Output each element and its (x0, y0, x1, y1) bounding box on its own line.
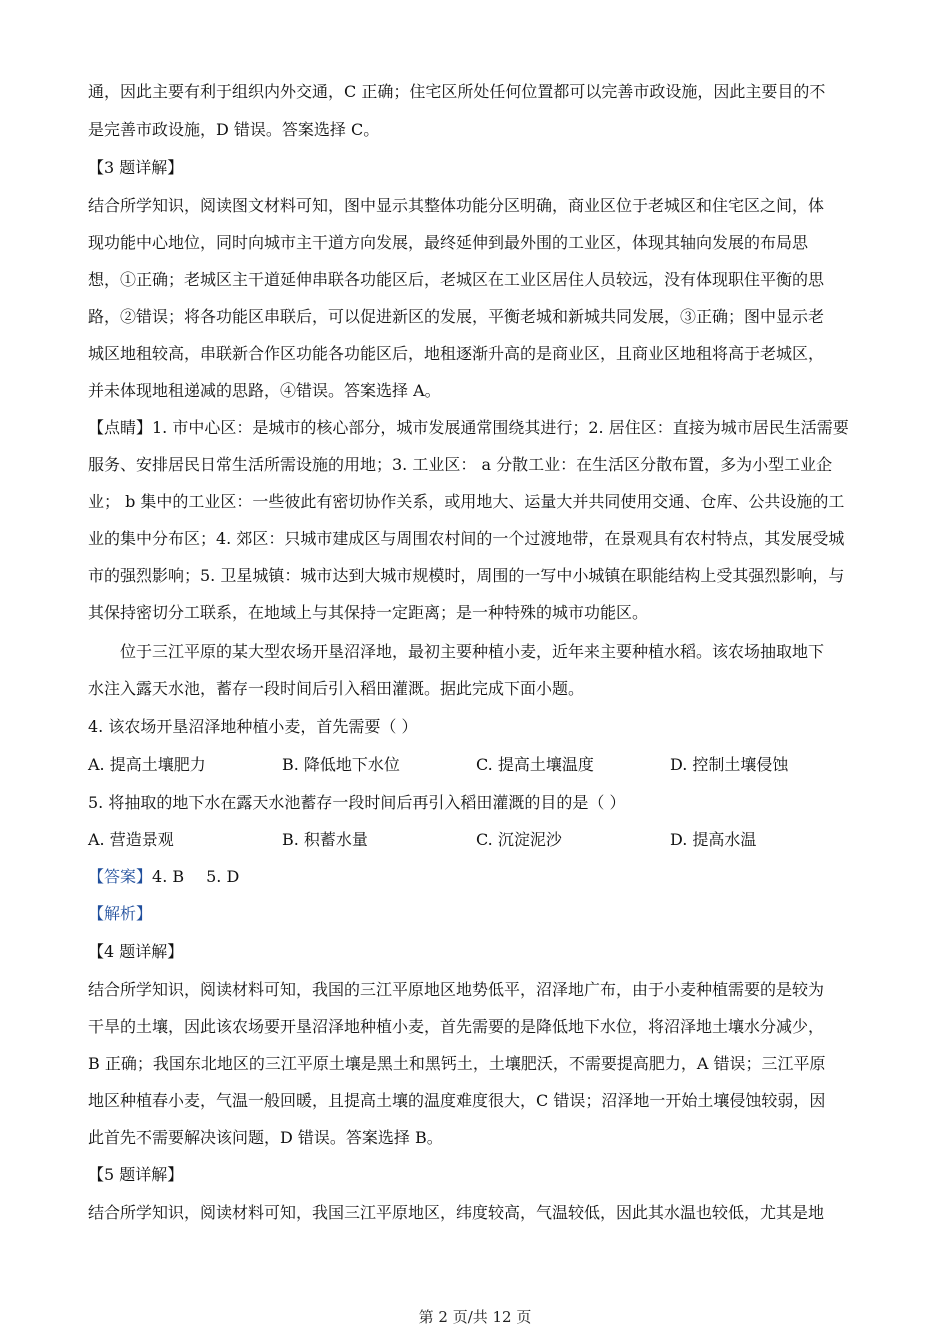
paragraph-line: 业的集中分布区；4. 郊区：只城市建成区与周围农村间的一个过渡地带，在景观具有农村特点，其发展受城 (88, 529, 845, 548)
paragraph-line: 其保持密切分工联系，在地域上与其保持一定距离；是一种特殊的城市功能区。 (88, 603, 649, 622)
option-c: C. 沉淀泥沙 (476, 830, 562, 849)
q5-detail-heading: 【5 题详解】 (88, 1165, 184, 1184)
option-c: C. 提高土壤温度 (476, 755, 594, 774)
question-stem: 5. 将抽取的地下水在露天水池蓄存一段时间后再引入稻田灌溉的目的是（ ） (88, 793, 626, 812)
option-list (88, 755, 864, 775)
paragraph-line: 市的强烈影响；5. 卫星城镇：城市达到大城市规模时，周围的一写中小城镇在职能结构上受其强烈影响，与 (88, 566, 845, 585)
paragraph-line: 服务、安排居民日常生活所需设施的用地；3. 工业区： a 分散工业：在生活区分散布置，多为小型工业企 (88, 455, 833, 474)
paragraph-line: 业； b 集中的工业区：一些彼此有密切协作关系，或用地大、运量大并共同使用交通、仓库、公共设施的工 (88, 492, 845, 511)
answer-5: 5. D (206, 867, 240, 886)
option-b: B. 积蓄水量 (282, 830, 368, 849)
option-a: A. 营造景观 (88, 830, 174, 849)
option-b: B. 降低地下水位 (282, 755, 400, 774)
option-d: D. 提高水温 (670, 830, 757, 849)
paragraph-line: 此首先不需要解决该问题，D 错误。答案选择 B。 (88, 1128, 443, 1147)
question-stem: 4. 该农场开垦沼泽地种植小麦，首先需要（ ） (88, 717, 418, 736)
paragraph-line: 位于三江平原的某大型农场开垦沼泽地，最初主要种植小麦，近年来主要种植水稻。该农场抽取地下 (120, 642, 825, 661)
answer-label: 【答案】 (88, 867, 153, 886)
option-a: A. 提高土壤肥力 (88, 755, 206, 774)
paragraph-line: 城区地租较高，串联新合作区功能各功能区后，地租逐渐升高的是商业区，且商业区地租将高于老城区， (88, 344, 825, 363)
paragraph-line: 结合所学知识，阅读材料可知，我国三江平原地区，纬度较高，气温较低，因此其水温也较低，尤其是地 (88, 1203, 825, 1222)
q4-detail-heading: 【4 题详解】 (88, 942, 184, 961)
option-list (88, 830, 864, 850)
paragraph-line: 路，②错误；将各功能区串联后，可以促进新区的发展，平衡老城和新城共同发展，③正确；图中显示老 (88, 307, 825, 326)
option-d: D. 控制土壤侵蚀 (670, 755, 789, 774)
paragraph-line: 结合所学知识，阅读材料可知，我国的三江平原地区地势低平，沼泽地广布，由于小麦种植需要的是较为 (88, 980, 825, 999)
q3-detail-heading: 【3 题详解】 (88, 158, 184, 177)
answer-row (88, 867, 239, 887)
paragraph-line: 并未体现地租递减的思路，④错误。答案选择 A。 (88, 381, 441, 400)
analysis-label: 【解析】 (88, 904, 153, 923)
paragraph-line: 水注入露天水池，蓄存一段时间后引入稻田灌溉。据此完成下面小题。 (88, 679, 585, 698)
paragraph-line: 地区种植春小麦，气温一般回暖，且提高土壤的温度难度很大，C 错误；沼泽地一开始土壤侵蚀较弱，因 (88, 1091, 826, 1110)
answer-4: 4. B (152, 867, 185, 886)
page-footer: 第 2 页/共 12 页 (418, 1308, 532, 1326)
paragraph-line: 【点睛】1. 市中心区：是城市的核心部分，城市发展通常围绕其进行；2. 居住区：直接为城市居民生活需要 (88, 418, 849, 437)
paragraph-line: 结合所学知识，阅读图文材料可知，图中显示其整体功能分区明确，商业区位于老城区和住宅区之间，体 (88, 196, 825, 215)
paragraph-line: 是完善市政设施，D 错误。答案选择 C。 (88, 120, 380, 139)
paragraph-line: 想，①正确；老城区主干道延伸串联各功能区后，老城区在工业区居住人员较远，没有体现职住平衡的思 (88, 270, 825, 289)
paragraph-line: B 正确；我国东北地区的三江平原土壤是黑土和黑钙土，土壤肥沃，不需要提高肥力，A 错误；三江平原 (88, 1054, 826, 1073)
paragraph-line: 干旱的土壤，因此该农场要开垦沼泽地种植小麦，首先需要的是降低地下水位，将沼泽地土壤水分减少， (88, 1017, 825, 1036)
paragraph-line: 通，因此主要有利于组织内外交通，C 正确；住宅区所处任何位置都可以完善市政设施，因此主要目的不 (88, 82, 826, 101)
paragraph-line: 现功能中心地位，同时向城市主干道方向发展，最终延伸到最外围的工业区，体现其轴向发展的布局思 (88, 233, 809, 252)
